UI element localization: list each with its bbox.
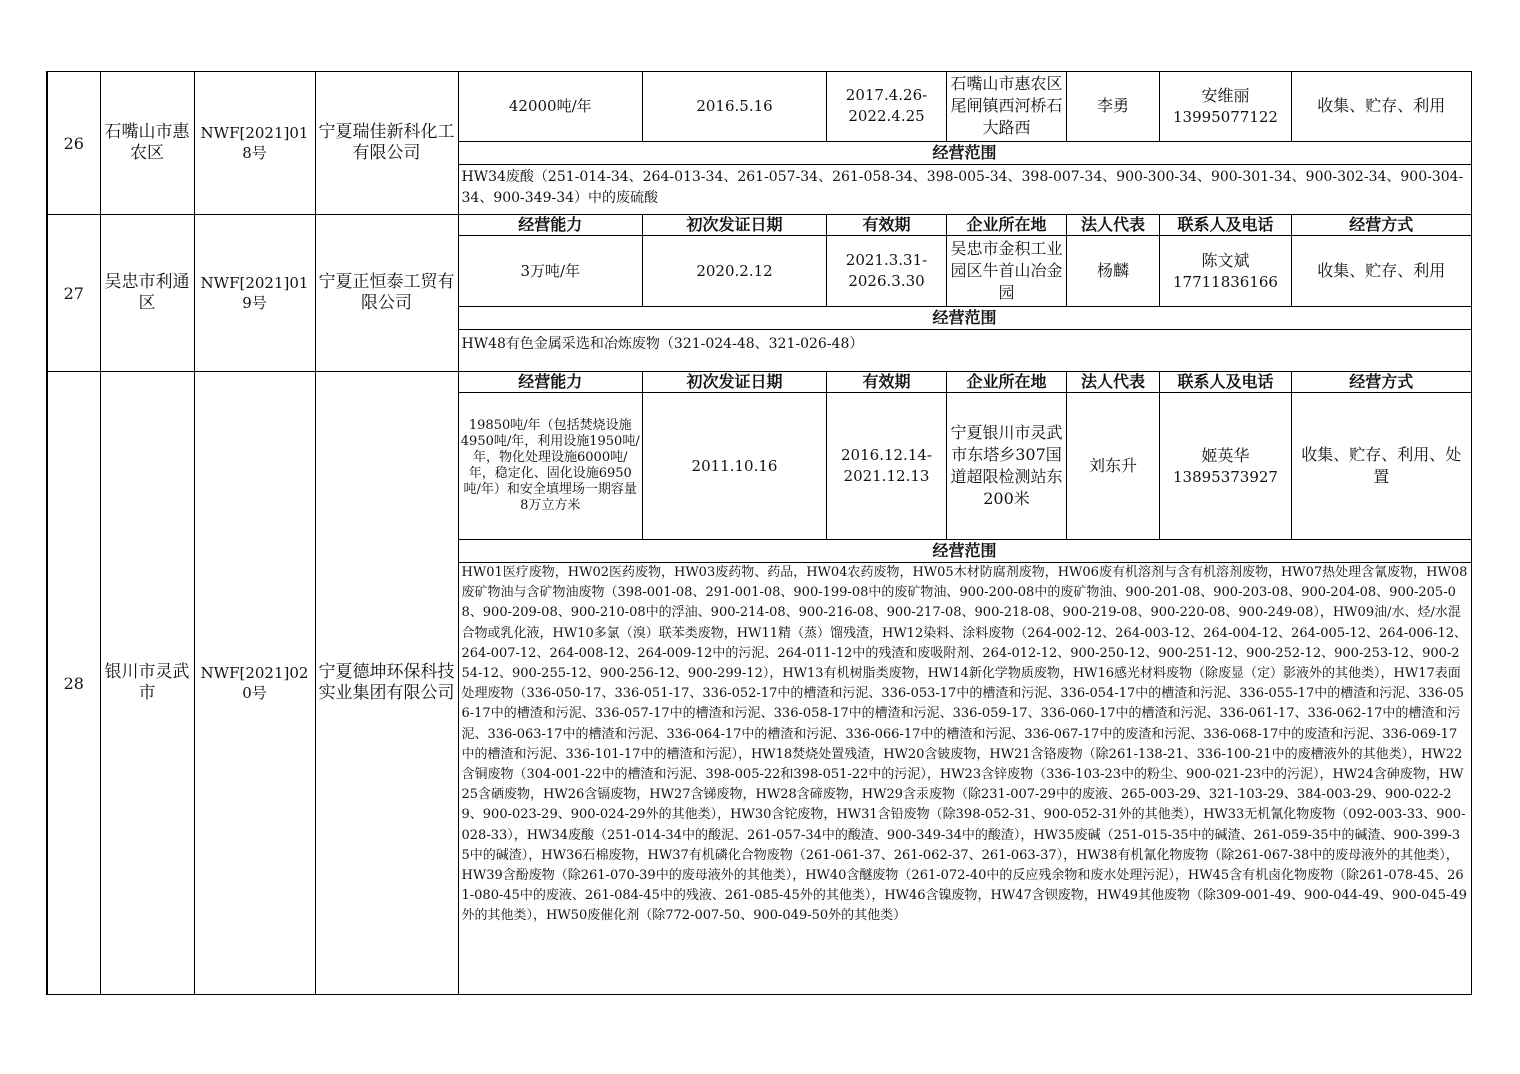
contact-value <box>1160 393 1292 540</box>
legal-rep-value: 杨麟 <box>1067 236 1160 307</box>
capacity-value: 3万吨/年 <box>459 236 643 307</box>
legal-rep-value: 李勇 <box>1067 72 1160 141</box>
first-issue-header: 初次发证日期 <box>643 372 827 393</box>
location-header: 企业所在地 <box>947 215 1067 236</box>
first-issue-value: 2016.5.16 <box>643 72 827 141</box>
contact-phone: 13895373927 <box>1173 467 1278 486</box>
mode-value: 收集、贮存、利用、处置 <box>1292 393 1471 540</box>
legal-rep-header: 法人代表 <box>1067 215 1160 236</box>
first-issue-value: 2011.10.16 <box>643 393 827 540</box>
location-value: 石嘴山市惠农区尾闸镇西河桥石大路西 <box>947 72 1067 141</box>
location-value: 宁夏银川市灵武市东塔乡307国道超限检测站东200米 <box>947 393 1067 540</box>
contact-phone: 17711836166 <box>1173 272 1278 291</box>
table-row <box>47 215 1471 372</box>
scope-text: HW34废酸（251-014-34、264-013-34、261-057-34、261-058-34、398-005-34、398-007-34、900-300-34、900-301-34、900-302-34、900-304-34、900-349-34）中的废硫酸 <box>459 164 1471 212</box>
validity-value: 2021.3.31-2026.3.30 <box>827 236 947 307</box>
table-row <box>47 72 1471 215</box>
capacity-value: 42000吨/年 <box>459 72 643 141</box>
first-issue-header: 初次发证日期 <box>643 215 827 236</box>
table-row <box>47 372 1471 995</box>
mode-header: 经营方式 <box>1292 215 1471 236</box>
contact-header: 联系人及电话 <box>1160 372 1292 393</box>
company-name: 宁夏正恒泰工贸有限公司 <box>315 215 458 372</box>
location-value: 吴忠市金积工业园区牛首山冶金园 <box>947 236 1067 307</box>
contact-value <box>1160 236 1292 307</box>
location-header: 企业所在地 <box>947 372 1067 393</box>
details-table <box>459 215 1471 359</box>
details-table <box>459 372 1471 927</box>
scope-header: 经营范围 <box>459 540 1471 563</box>
row-number: 28 <box>47 372 100 995</box>
scope-header: 经营范围 <box>459 141 1471 164</box>
capacity-value: 19850吨/年（包括焚烧设施4950吨/年，利用设施1950吨/年，物化处理设施6000吨/年，稳定化、固化设施6950吨/年）和安全填埋场一期容量8万立方米 <box>459 393 643 540</box>
mode-value: 收集、贮存、利用 <box>1292 236 1471 307</box>
region-cell: 石嘴山市惠农区 <box>100 72 194 215</box>
permit-table <box>46 71 1472 995</box>
legal-rep-header: 法人代表 <box>1067 372 1160 393</box>
contact-name: 姬英华 <box>1201 445 1250 465</box>
details-table <box>459 72 1471 212</box>
license-number: NWF[2021]020号 <box>194 372 315 995</box>
region-cell: 银川市灵武市 <box>100 372 194 995</box>
region-cell: 吴忠市利通区 <box>100 215 194 372</box>
company-name: 宁夏德坤环保科技实业集团有限公司 <box>315 372 458 995</box>
contact-name: 陈文斌 <box>1201 250 1250 270</box>
details-cell <box>458 72 1471 215</box>
validity-value: 2017.4.26-2022.4.25 <box>827 72 947 141</box>
scope-text: HW48有色金属采选和冶炼废物（321-024-48、321-026-48） <box>459 330 1471 359</box>
company-name: 宁夏瑞佳新科化工有限公司 <box>315 72 458 215</box>
contact-header: 联系人及电话 <box>1160 215 1292 236</box>
row-number: 26 <box>47 72 100 215</box>
capacity-header: 经营能力 <box>459 372 643 393</box>
capacity-header: 经营能力 <box>459 215 643 236</box>
validity-header: 有效期 <box>827 372 947 393</box>
contact-value <box>1160 72 1292 141</box>
validity-value: 2016.12.14-2021.12.13 <box>827 393 947 540</box>
contact-name: 安维丽 <box>1201 85 1250 105</box>
mode-value: 收集、贮存、利用 <box>1292 72 1471 141</box>
row-number: 27 <box>47 215 100 372</box>
scope-text: HW01医疗废物，HW02医药废物，HW03废药物、药品，HW04农药废物，HW05木材防腐剂废物，HW06废有机溶剂与含有机溶剂废物，HW07热处理含氰废物，HW08废矿物油与含矿物油废物（398-001-08、291-001-08、900-199-08中的废矿物油、900-200-08中的废矿物油、900-201-08、900-203-08、900-204-08、900-205-08、900-209-08、900-210-08中的浮油、900-214-08、900-216-08、900-217-08、900-218-08、900-219-08、900-220-08、900-249-08），HW09油/水、烃/水混合物或乳化液，HW10多氯（溴）联苯类废物，HW11精（蒸）馏残渣，HW12染料、涂料废物（264-002-12、264-003-12、264-004-12、264-005-12、264-006-12、264-007-12、264-008-12、264-009-12中的污泥、264-011-12中的残渣和废吸附剂、264-012-12、900-250-12、900-251-12、900-252-12、900-253-12、900-254-12、900-255-12、900-256-12、900-299-12），HW13有机树脂类废物，HW14新化学物质废物，HW16感光材料废物（除废显（定）影液外的其他类），HW17表面处理废物（336-050-17、336-051-17、336-052-17中的槽渣和污泥、336-053-17中的槽渣和污泥、336-054-17中的槽渣和污泥、336-055-17中的槽渣和污泥、336-056-17中的槽渣和污泥、336-057-17中的槽渣和污泥、336-058-17中的槽渣和污泥、336-059-17、336-060-17中的槽渣和污泥、336-061-17、336-062-17中的槽渣和污泥、336-063-17中的槽渣和污泥、336-064-17中的槽渣和污泥、336-066-17中的槽渣和污泥、336-067-17中的废渣和污泥、336-068-17中的废渣和污泥、336-069-17中的槽渣和污泥、336-101-17中的槽渣和污泥），HW18焚烧处置残渣，HW20含铍废物，HW21含铬废物（除261-138-21、336-100-21中的废槽液外的其他类），HW22含铜废物（304-001-22中的槽渣和污泥、398-005-22和398-051-22中的污泥），HW23含锌废物（336-103-23中的粉尘、900-021-23中的污泥），HW24含砷废物，HW25含硒废物，HW26含镉废物，HW27含锑废物，HW28含碲废物，HW29含汞废物（除231-007-29中的废液、265-003-29、321-103-29、384-003-29、900-022-29、900-023-29、900-024-29外的其他类），HW30含铊废物，HW31含铅废物（除398-052-31、900-052-31外的其他类），HW33无机氰化物废物（092-003-33、900-028-33），HW34废酸（251-014-34中的酸泥、261-057-34中的酸渣、900-349-34中的酸渣），HW35废碱（251-015-35中的碱渣、261-059-35中的碱渣、900-399-35中的碱渣），HW36石棉废物，HW37有机磷化合物废物（261-061-37、261-062-37、261-063-37），HW38有机氰化物废物（除261-067-38中的废母液外的其他类），HW39含酚废物（除261-070-39中的废母液外的其他类），HW40含醚废物（261-072-40中的反应残余物和废水处理污泥），HW45含有机卤化物废物（除261-078-45、261-080-45中的废液、261-084-45中的残液、261-085-45外的其他类），HW46含镍废物，HW47含钡废物，HW49其他废物（除309-001-49、900-044-49、900-045-49外的其他类），HW50废催化剂（除772-007-50、900-049-50外的其他类） <box>459 563 1471 927</box>
license-number: NWF[2021]018号 <box>194 72 315 215</box>
contact-phone: 13995077122 <box>1173 107 1278 126</box>
first-issue-value: 2020.2.12 <box>643 236 827 307</box>
mode-header: 经营方式 <box>1292 372 1471 393</box>
details-cell <box>458 372 1471 995</box>
legal-rep-value: 刘东升 <box>1067 393 1160 540</box>
validity-header: 有效期 <box>827 215 947 236</box>
license-number: NWF[2021]019号 <box>194 215 315 372</box>
details-cell <box>458 215 1471 372</box>
scope-header: 经营范围 <box>459 307 1471 330</box>
